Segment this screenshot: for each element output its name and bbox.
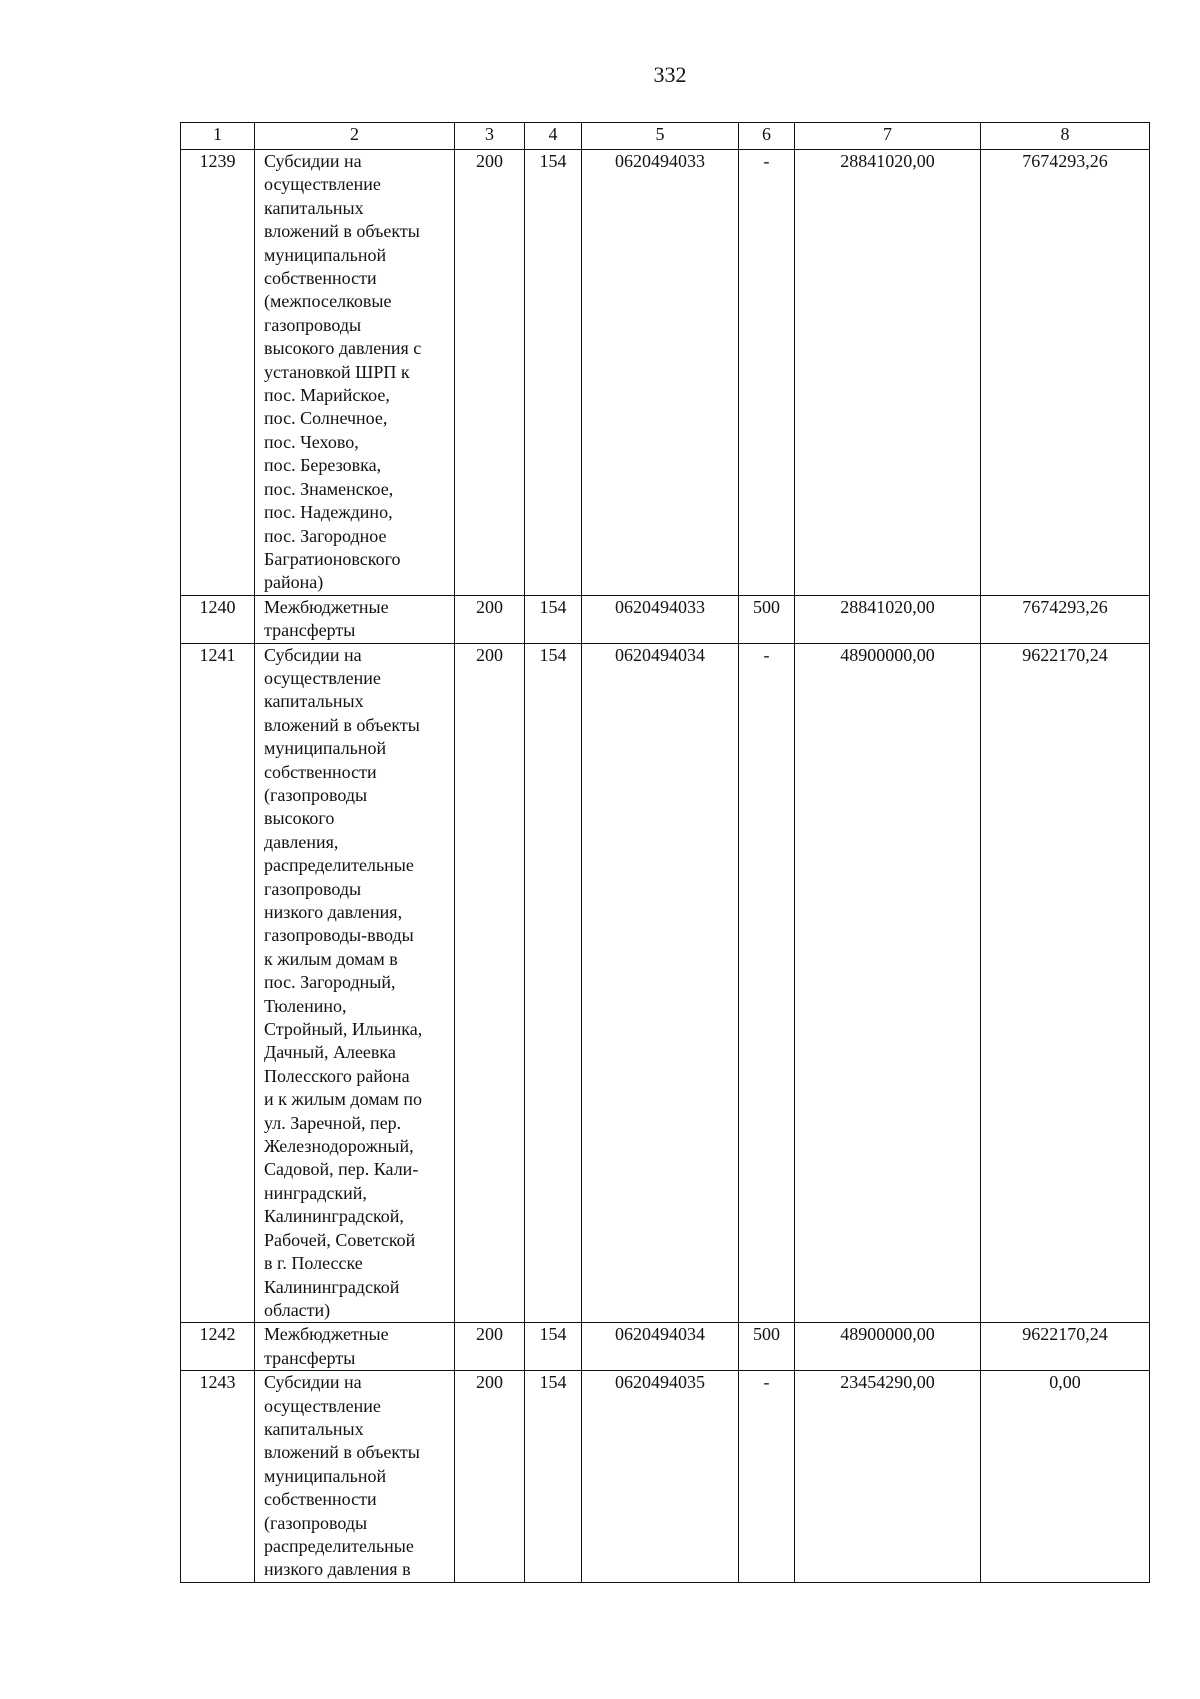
row-amount-executed-cell: 7674293,26 [981, 150, 1150, 596]
row-code-cell: 200 [455, 1323, 525, 1371]
row-code-cell: 200 [455, 643, 525, 1323]
row-section-cell: 154 [525, 1323, 582, 1371]
row-name-line: высокого давления с [264, 338, 422, 359]
row-name-line: в г. Полесске [264, 1253, 363, 1274]
row-amount-executed-cell: 9622170,24 [981, 1323, 1150, 1371]
row-name-line: (газопроводы [264, 1512, 368, 1533]
page-number: 332 [653, 62, 687, 87]
row-name-line: к жилым домам в [264, 948, 398, 969]
row-name-cell [255, 643, 455, 1323]
row-name-line: газопроводы-вводы [264, 925, 414, 946]
row-name-line: Калининградской, [264, 1206, 404, 1227]
row-name-line: газопроводы [264, 314, 362, 335]
table-row [181, 1371, 1150, 1583]
row-name-line: собственности [264, 761, 377, 782]
row-name-line: (газопроводы [264, 784, 368, 805]
header-row [181, 123, 1150, 150]
row-target-cell: 0620494034 [582, 643, 739, 1323]
row-number-cell: 1239 [181, 150, 255, 596]
row-amount-executed-cell: 9622170,24 [981, 643, 1150, 1323]
row-section-cell: 154 [525, 1371, 582, 1583]
column-header: 6 [739, 123, 795, 150]
row-name-line: капитальных [264, 691, 364, 712]
row-name-line: Субсидии на [264, 1372, 362, 1393]
row-name-line: распределительные [264, 855, 414, 876]
row-section-cell: 154 [525, 150, 582, 596]
row-name-line: капитальных [264, 1418, 364, 1439]
row-name-line: осуществление [264, 667, 381, 688]
row-amount-planned-cell: 28841020,00 [795, 150, 981, 596]
row-name-line: вложений в объекты [264, 1442, 420, 1463]
column-header: 7 [795, 123, 981, 150]
row-name-line: Субсидии на [264, 644, 362, 665]
row-name-cell [255, 1371, 455, 1583]
row-name-line: газопроводы [264, 878, 362, 899]
row-name-line: Стройный, Ильинка, [264, 1019, 423, 1040]
row-name-cell [255, 1323, 455, 1371]
row-name-line: собственности [264, 1489, 377, 1510]
row-name-line: вложений в объекты [264, 714, 420, 735]
row-name-line: пос. Солнечное, [264, 408, 388, 429]
row-target-cell: 0620494035 [582, 1371, 739, 1583]
row-name-line: (межпоселковые [264, 291, 392, 312]
row-name-line: пос. Загородное [264, 525, 387, 546]
column-header: 5 [582, 123, 739, 150]
row-name-line: собственности [264, 268, 377, 289]
row-type-cell: - [739, 1371, 795, 1583]
column-header: 8 [981, 123, 1150, 150]
row-number-cell: 1241 [181, 643, 255, 1323]
row-number-cell: 1240 [181, 595, 255, 643]
row-name-line: низкого давления, [264, 902, 403, 922]
row-code-cell: 200 [455, 595, 525, 643]
row-amount-executed-cell: 7674293,26 [981, 595, 1150, 643]
row-target-cell: 0620494033 [582, 150, 739, 596]
table-row [181, 595, 1150, 643]
row-section-cell: 154 [525, 643, 582, 1323]
column-header: 2 [255, 123, 455, 150]
row-name-line: осуществление [264, 174, 381, 195]
row-name-line: пос. Загородный, [264, 972, 396, 993]
row-type-cell: 500 [739, 1323, 795, 1371]
row-name-line: Дачный, Алеевка [264, 1042, 396, 1063]
row-name-cell [255, 595, 455, 643]
table-row [181, 1323, 1150, 1371]
column-header: 1 [181, 123, 255, 150]
row-amount-planned-cell: 28841020,00 [795, 595, 981, 643]
row-name-line: Тюленино, [264, 995, 347, 1016]
row-target-cell: 0620494033 [582, 595, 739, 643]
row-name-line: муниципальной [264, 738, 387, 759]
row-section-cell: 154 [525, 595, 582, 643]
row-type-cell: - [739, 150, 795, 596]
row-name-line: и к жилым домам по [264, 1089, 423, 1110]
row-amount-planned-cell: 48900000,00 [795, 1323, 981, 1371]
row-name-line: пос. Березовка, [264, 455, 382, 476]
row-name-line: пос. Надеждино, [264, 502, 393, 523]
row-name-line: трансферты [264, 1347, 356, 1368]
row-name-line: нинградский, [264, 1182, 367, 1203]
row-number-cell: 1242 [181, 1323, 255, 1371]
row-name-line: района) [264, 572, 324, 593]
row-name-line: распределительные [264, 1535, 414, 1556]
row-name-line: пос. Марийское, [264, 385, 390, 406]
row-name-line: установкой ШРП к [264, 361, 410, 382]
row-type-cell: - [739, 643, 795, 1323]
row-name-line: Полесского района [264, 1065, 410, 1086]
row-type-cell: 500 [739, 595, 795, 643]
row-amount-planned-cell: 48900000,00 [795, 643, 981, 1323]
row-name-line: осуществление [264, 1395, 381, 1416]
row-name-line: Багратионовского [264, 548, 401, 569]
row-code-cell: 200 [455, 1371, 525, 1583]
row-name-line: Железнодорожный, [264, 1136, 414, 1157]
row-name-line: пос. Чехово, [264, 431, 359, 452]
row-name-line: Межбюджетные [264, 1324, 389, 1345]
row-name-line: ул. Заречной, пер. [264, 1112, 402, 1133]
row-name-line: трансферты [264, 620, 356, 641]
row-name-line: муниципальной [264, 1465, 387, 1486]
row-name-line: высокого [264, 808, 335, 829]
budget-table [180, 122, 1150, 1583]
row-name-line: Рабочей, Советской [264, 1229, 416, 1250]
row-target-cell: 0620494034 [582, 1323, 739, 1371]
column-header: 3 [455, 123, 525, 150]
row-name-cell [255, 150, 455, 596]
row-name-line: вложений в объекты [264, 221, 420, 242]
row-name-line: пос. Знаменское, [264, 478, 394, 499]
row-name-line: капитальных [264, 197, 364, 218]
table-row [181, 150, 1150, 596]
row-name-line: давления, [264, 831, 339, 852]
row-name-line: Садовой, пер. Кали- [264, 1159, 419, 1180]
row-name-line: муниципальной [264, 244, 387, 265]
table-body [181, 150, 1150, 1583]
row-amount-planned-cell: 23454290,00 [795, 1371, 981, 1583]
table-row [181, 643, 1150, 1323]
row-amount-executed-cell: 0,00 [981, 1371, 1150, 1583]
row-name-line: Субсидии на [264, 151, 362, 171]
column-header: 4 [525, 123, 582, 150]
row-number-cell: 1243 [181, 1371, 255, 1583]
row-name-line: низкого давления в [264, 1559, 411, 1580]
row-name-line: Калининградской [264, 1276, 400, 1297]
row-code-cell: 200 [455, 150, 525, 596]
row-name-line: области) [264, 1299, 331, 1320]
row-name-line: Межбюджетные [264, 596, 389, 617]
